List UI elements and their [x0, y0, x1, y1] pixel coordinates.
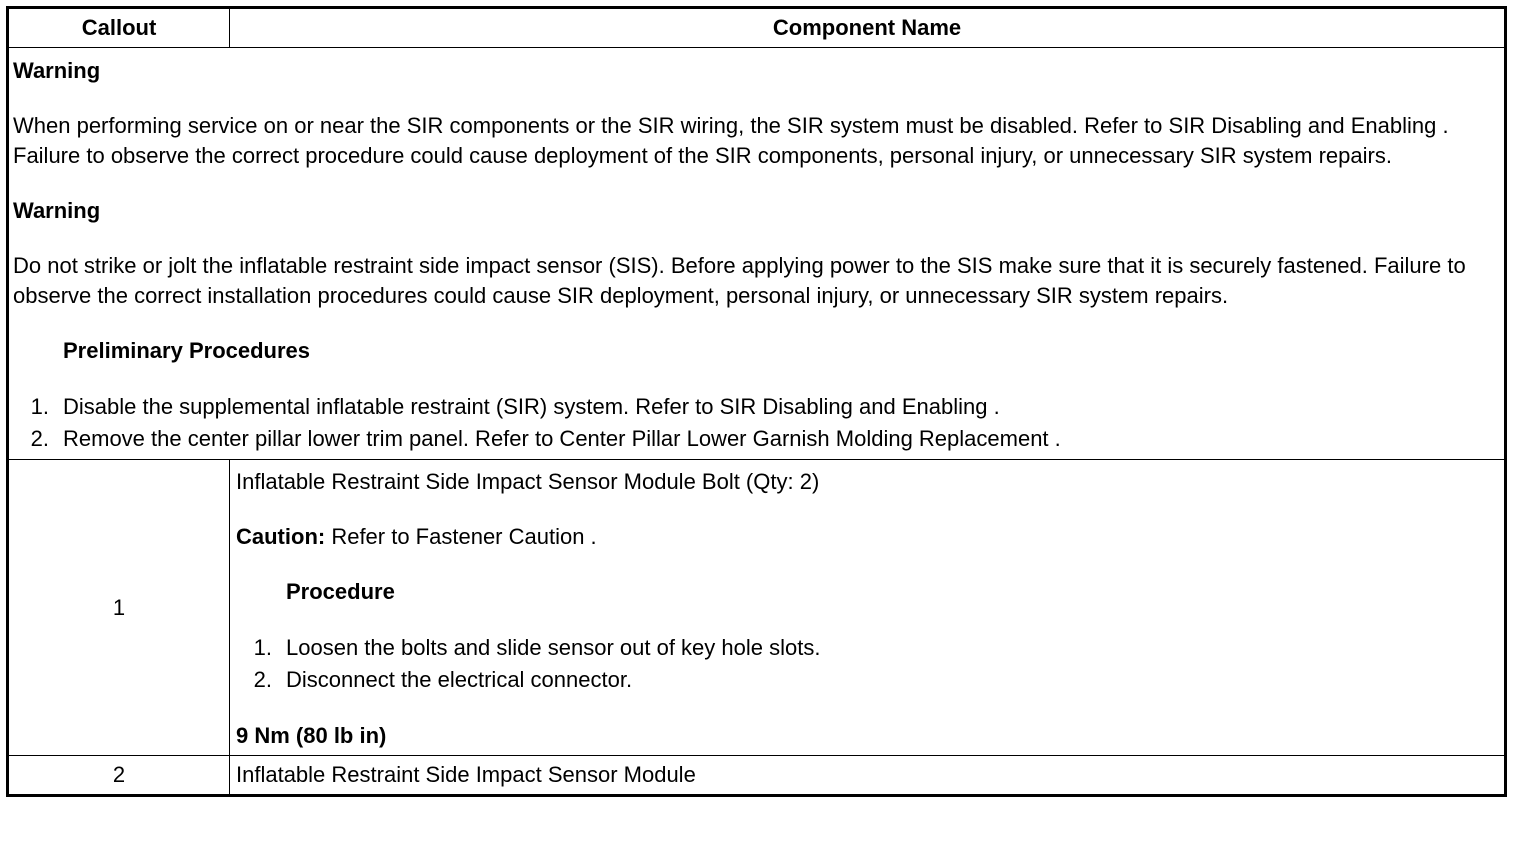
warning-title-2: Warning	[13, 198, 101, 223]
step-number: 1.	[30, 394, 49, 419]
list-item	[13, 423, 1500, 455]
intro-cell	[8, 48, 1506, 460]
intro-row	[8, 48, 1506, 460]
callout-number: 1	[8, 460, 230, 756]
torque-spec: 9 Nm (80 lb in)	[236, 723, 387, 748]
caution-text: Refer to Fastener Caution .	[325, 524, 597, 549]
caution-label: Caution:	[236, 524, 326, 549]
preliminary-procedures-title: Preliminary Procedures	[63, 338, 311, 363]
step-number: 2.	[253, 667, 272, 692]
component-cell	[230, 460, 1506, 756]
component-table	[6, 6, 1507, 797]
table-row	[8, 756, 1506, 796]
preliminary-steps-list	[13, 391, 1500, 455]
warning-text-1: When performing service on or near the SIR components or the SIR wiring, the SIR system must be disabled. Refer to SIR Disabling and Enabling . Failure to observe the correct procedure could cause deployment of the SIR components, personal injury, or unnecessary SIR system repairs.	[13, 113, 1449, 168]
warning-text-2: Do not strike or jolt the inflatable restraint side impact sensor (SIS). Before applying power to the SIS make sure that it is securely fastened. Failure to observe the correct installation procedures could cause SIR deployment, personal injury, or unnecessary SIR system repairs.	[13, 253, 1466, 308]
table-row	[8, 460, 1506, 756]
component-name: Inflatable Restraint Side Impact Sensor Module Bolt (Qty: 2)	[236, 469, 820, 494]
table-header-row	[8, 8, 1506, 48]
header-component-name: Component Name	[230, 8, 1506, 48]
list-item	[236, 664, 1498, 696]
header-callout: Callout	[8, 8, 230, 48]
step-text: Loosen the bolts and slide sensor out of key hole slots.	[286, 635, 821, 660]
step-number: 1.	[253, 635, 272, 660]
step-number: 2.	[30, 426, 49, 451]
step-text: Disconnect the electrical connector.	[286, 667, 633, 692]
procedure-title: Procedure	[286, 579, 395, 604]
callout-number: 2	[8, 756, 230, 796]
caution-note	[236, 522, 1498, 552]
step-text: Disable the supplemental inflatable restraint (SIR) system. Refer to SIR Disabling and Enabling .	[63, 394, 1000, 419]
component-name: Inflatable Restraint Side Impact Sensor Module	[230, 756, 1506, 796]
list-item	[236, 632, 1498, 664]
warning-title-1: Warning	[13, 58, 101, 83]
step-text: Remove the center pillar lower trim panel. Refer to Center Pillar Lower Garnish Molding Replacement .	[63, 426, 1061, 451]
procedure-steps-list	[236, 632, 1498, 696]
list-item	[13, 391, 1500, 423]
